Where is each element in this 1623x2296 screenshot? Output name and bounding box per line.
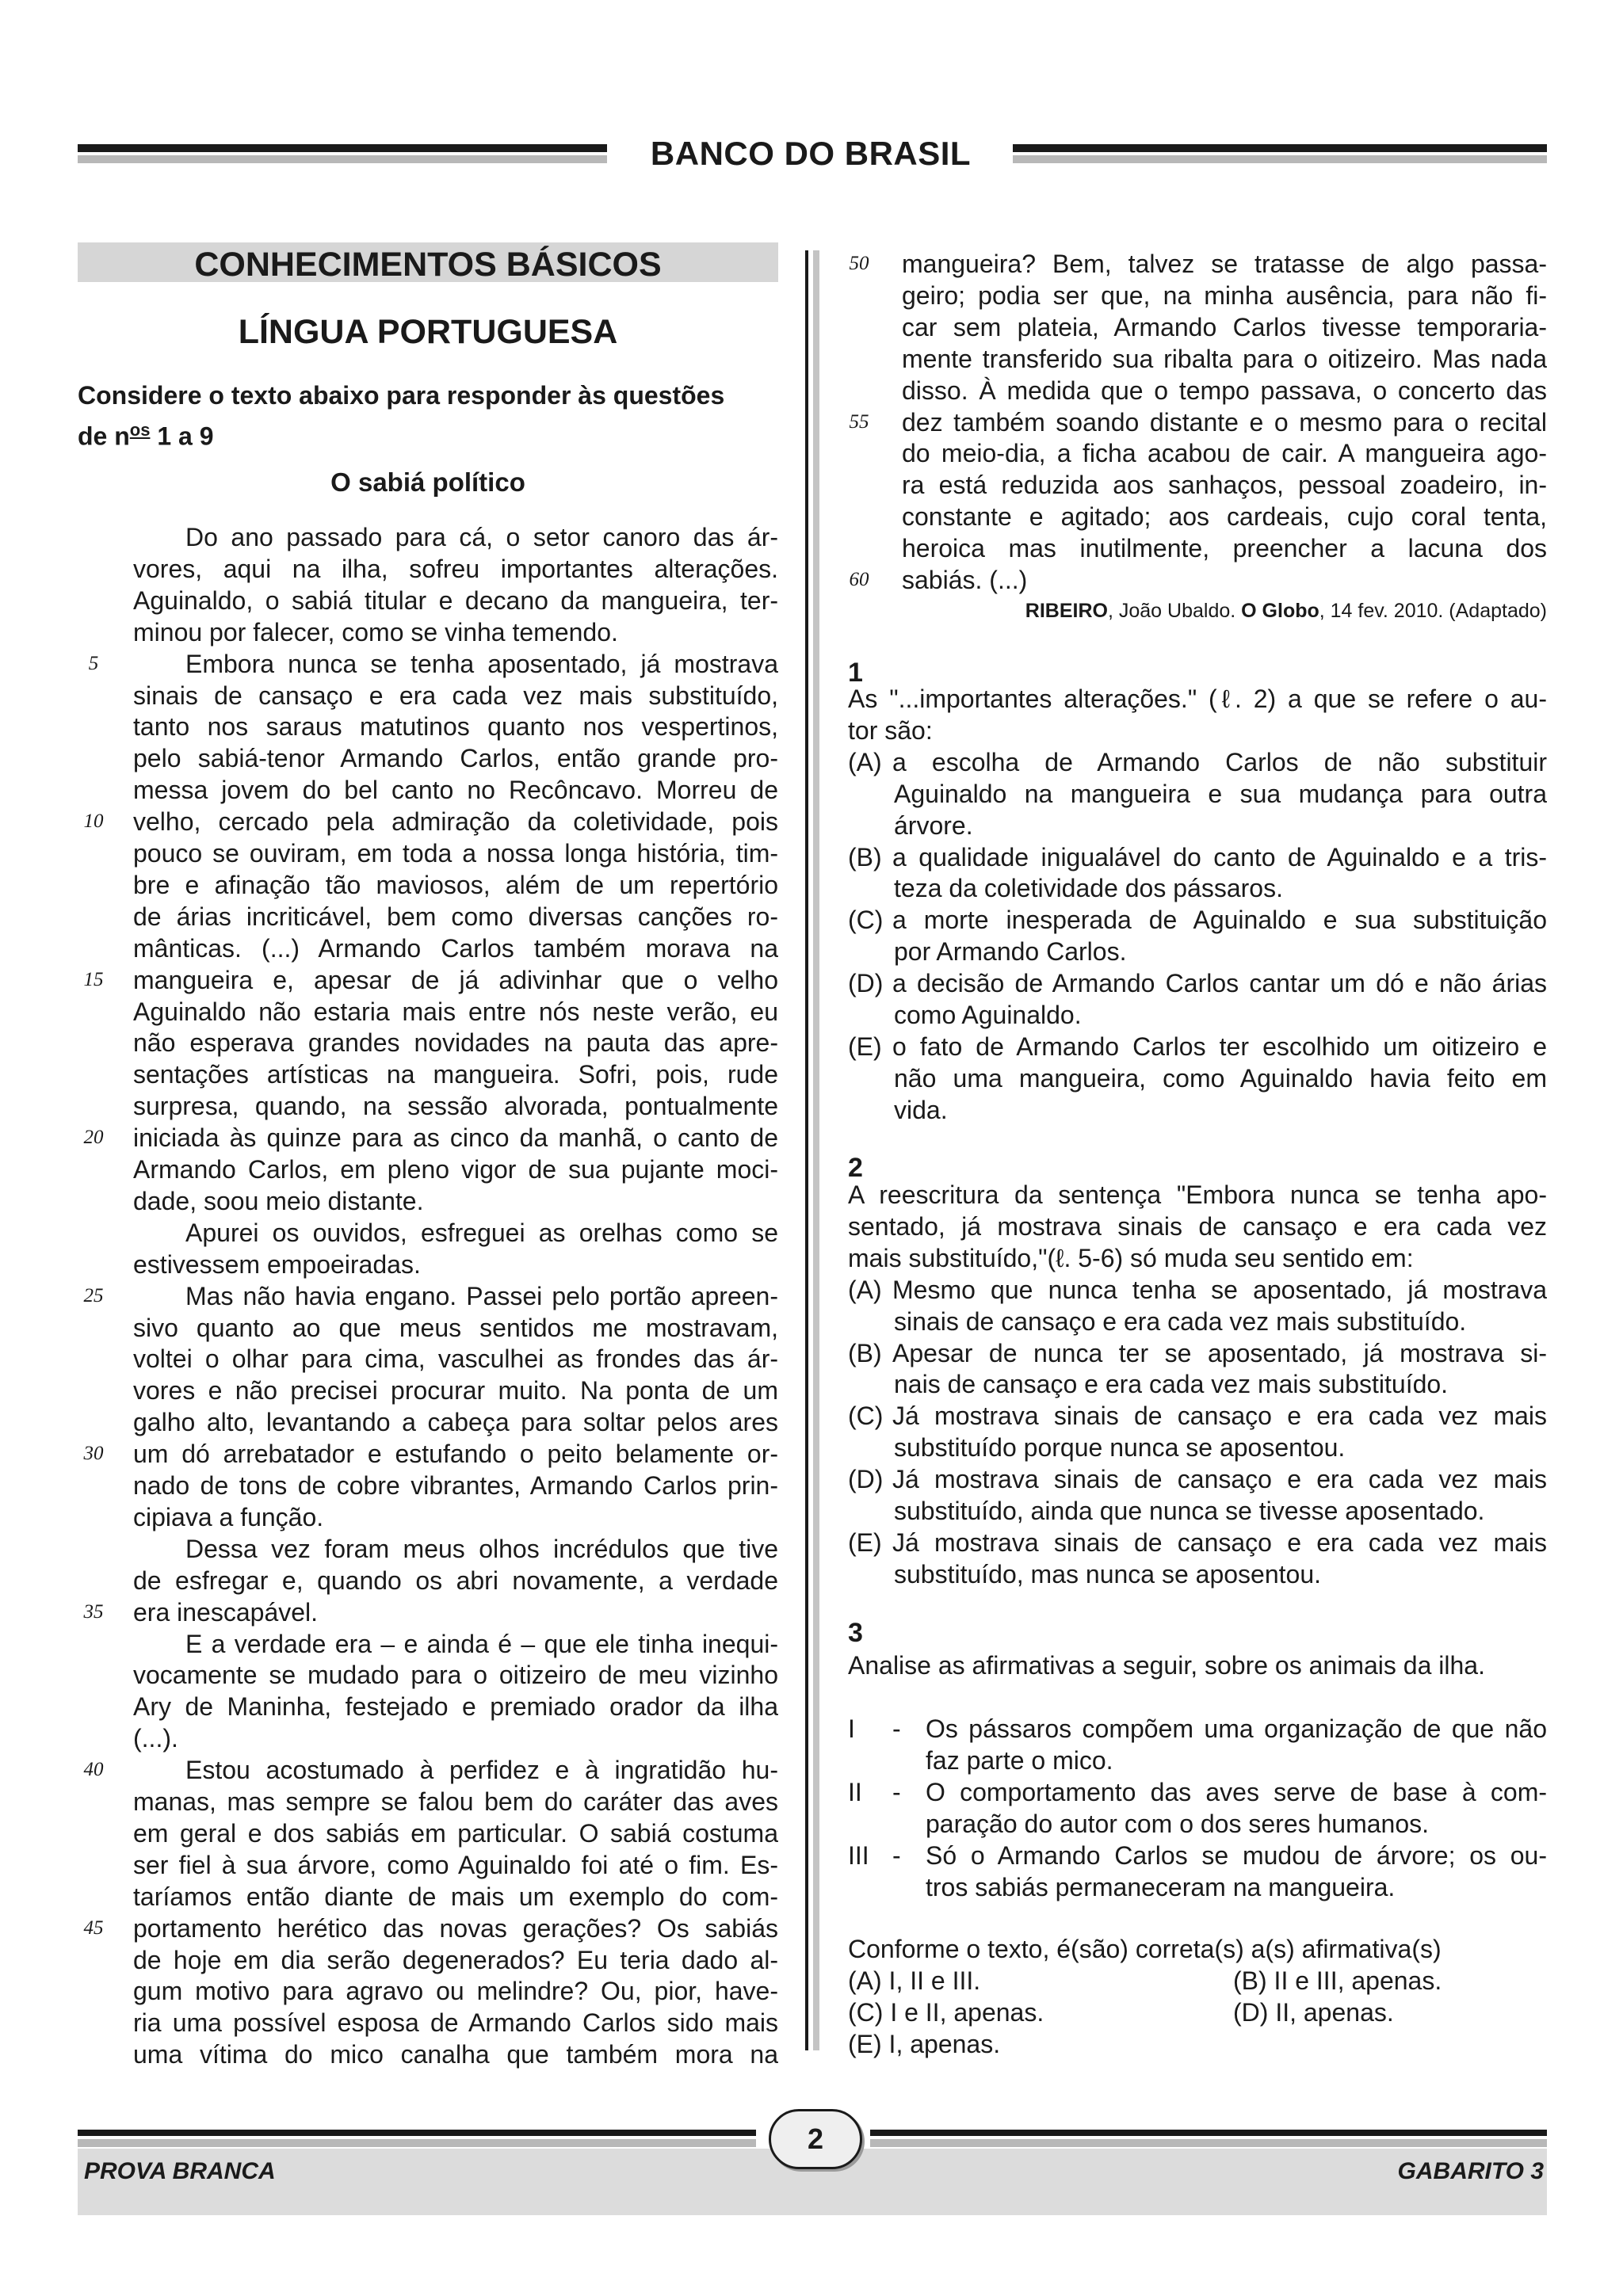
instruction-sup: os xyxy=(129,420,151,440)
text-title: O sabiá político xyxy=(330,467,525,497)
text-line: uma vítima do mico canalha que também mora na xyxy=(133,2040,778,2069)
header-title: BANCO DO BRASIL xyxy=(650,135,972,172)
instruction xyxy=(78,379,778,454)
text-line: sentações artísticas na mangueira. Sofri, pois, rude xyxy=(133,1060,778,1089)
question-2-number: 2 xyxy=(848,1153,863,1183)
text-line: mangueira? Bem, talvez se tratasse de algo passa- xyxy=(902,250,1547,278)
text-line: manas, mas sempre se falou bem do caráter das aves xyxy=(133,1787,778,1816)
instruction-pre: de n xyxy=(78,421,130,451)
column-divider xyxy=(805,250,808,2050)
text-line: Ary de Maninha, festejado e premiado orador da ilha xyxy=(133,1692,778,1722)
source-publication: O Globo xyxy=(1241,600,1319,622)
text-line: geiro; podia ser que, na minha ausência, para não fi- xyxy=(902,280,1547,310)
text-line: vores e não precisei procurar muito. Na ponta de um xyxy=(133,1376,778,1405)
question-1-option-letter: (D) xyxy=(848,969,884,998)
question-3-statement-numeral: III xyxy=(848,1840,869,1870)
text-line: estivessem empoeiradas. xyxy=(133,1249,421,1279)
text-line: em geral e dos sabiás em particular. O sabiá costuma xyxy=(133,1818,778,1848)
text-line: de hoje em dia serão degenerados? Eu teria dado al- xyxy=(133,1945,778,1974)
footer-rule-left xyxy=(78,2130,756,2136)
question-2-option-text: Já mostrava sinais de cansaço e era cada vez mais xyxy=(892,1465,1547,1494)
question-1-option-text: como Aguinaldo. xyxy=(894,1001,1082,1029)
question-1-option-letter: (A) xyxy=(848,747,882,776)
text-line: surpresa, quando, na sessão alvorada, pontualmente xyxy=(133,1092,778,1121)
text-line: ser fiel à sua árvore, como Aguinaldo foi até o fim. Es- xyxy=(133,1850,778,1879)
instruction-post: 1 a 9 xyxy=(150,421,214,451)
text-line: dade, soou meio distante. xyxy=(133,1186,424,1215)
question-3-statement-numeral: I xyxy=(848,1714,855,1743)
question-2-option-text: Mesmo que nunca tenha se aposentado, já mostrava xyxy=(892,1275,1547,1304)
text-line: constante e agitado; aos cardeais, cujo coral tenta, xyxy=(902,502,1547,532)
question-2-option-text: substituído, mas nunca se aposentou. xyxy=(894,1559,1322,1589)
line-number: 50 xyxy=(849,253,869,274)
instruction-line-1: Considere o texto abaixo para responder às questões xyxy=(78,381,725,410)
question-1-option-text: teza da coletividade dos pássaros. xyxy=(894,874,1283,903)
question-2-option-text: Apesar de nunca ter se aposentado, já mostrava si- xyxy=(892,1338,1547,1367)
column-divider-shadow xyxy=(813,250,819,2050)
question-3-statement-text: paração do autor com o dos seres humanos. xyxy=(926,1809,1430,1838)
question-2-option-letter: (D) xyxy=(848,1465,884,1494)
question-1-option-text: a morte inesperada de Aguinaldo e sua substituição xyxy=(892,906,1547,935)
question-2-option-letter: (E) xyxy=(848,1527,882,1557)
text-line: um dó arrebatador e estufando o peito belamente or- xyxy=(133,1440,778,1469)
text-line: dez também soando distante e o mesmo para o recital xyxy=(902,407,1547,437)
question-1-stem-line: tor são: xyxy=(848,715,933,745)
question-3-option: (B) II e III, apenas. xyxy=(1233,1966,1442,1995)
header-rule-right-shadow xyxy=(1013,155,1547,163)
question-3-statement-text: Os pássaros compõem uma organização de que não xyxy=(926,1714,1547,1743)
question-2-option-text: substituído, ainda que nunca se tivesse aposentado. xyxy=(894,1497,1485,1525)
text-line: não esperava grandes novidades na pauta das apre- xyxy=(133,1028,778,1058)
line-number: 60 xyxy=(849,569,869,590)
text-line: messa jovem do bel canto no Recôncavo. Morreu de xyxy=(133,776,778,805)
text-line: gum motivo para agravo ou melindre? Ou, pior, have- xyxy=(133,1977,778,2006)
text-line: sivo quanto ao que meus sentidos me mostravam, xyxy=(133,1313,778,1342)
text-line: car sem plateia, Armando Carlos tivesse temporaria- xyxy=(902,312,1547,341)
line-number: 5 xyxy=(88,652,99,674)
text-line: taríamos então diante de mais um exemplo do com- xyxy=(133,1882,778,1911)
section-title: CONHECIMENTOS BÁSICOS xyxy=(194,246,662,284)
question-3-statement-dash: - xyxy=(892,1777,901,1806)
text-line: Embora nunca se tenha aposentado, já mostrava xyxy=(185,649,778,678)
subject-title: LÍNGUA PORTUGUESA xyxy=(238,313,618,351)
question-3-stem: Analise as afirmativas a seguir, sobre os animais da ilha. xyxy=(848,1651,1485,1680)
header-rule-right xyxy=(1013,144,1547,152)
question-1-number: 1 xyxy=(848,658,863,688)
text-line: mangueira e, apesar de já adivinhar que o velho xyxy=(133,965,778,994)
text-line: mente transferido sua ribalta para o oitizeiro. Mas nada xyxy=(902,344,1547,373)
line-number: 55 xyxy=(849,410,869,433)
question-2-stem-line: sentado, já mostrava sinais de cansaço e era cada vez xyxy=(848,1211,1547,1241)
text-line: nado de tons de cobre vibrantes, Armando Carlos prin- xyxy=(133,1471,778,1500)
question-3-statement-dash: - xyxy=(892,1714,901,1743)
text-line: (...). xyxy=(133,1724,178,1753)
footer-exam-label: PROVA BRANCA xyxy=(84,2158,276,2184)
footer-answer-key: GABARITO 3 xyxy=(1397,2158,1544,2184)
text-line: de árias incriticável, bem como diversas canções ro- xyxy=(133,902,778,931)
text-line: sinais de cansaço e era cada vez mais substituído, xyxy=(133,681,778,710)
footer-rule-right xyxy=(870,2130,1547,2136)
text-line: mânticas. (...) Armando Carlos também morava na xyxy=(133,933,778,963)
question-2-option-text: Já mostrava sinais de cansaço e era cada vez mais xyxy=(892,1527,1547,1557)
source-rest: , João Ubaldo. xyxy=(1107,600,1242,622)
text-line: Armando Carlos, em pleno vigor de sua pujante moci- xyxy=(133,1155,778,1184)
text-line: galho alto, levantando a cabeça para soltar pelos ares xyxy=(133,1408,778,1437)
question-2-option-text: nais de cansaço e era cada vez mais substituído. xyxy=(894,1370,1449,1399)
line-number: 40 xyxy=(83,1759,104,1781)
text-line: pouco se ouviram, em toda a nossa longa história, tim- xyxy=(133,839,778,868)
question-1-option-text: a escolha de Armando Carlos de não substituir xyxy=(892,747,1547,776)
text-line: Do ano passado para cá, o setor canoro das ár- xyxy=(185,523,778,551)
question-3-statement-text: O comportamento das aves serve de base à com- xyxy=(926,1777,1547,1806)
footer-rule-right-shadow xyxy=(870,2139,1547,2147)
text-line: pelo sabiá-tenor Armando Carlos, então grande pro- xyxy=(133,744,778,773)
question-2-option-letter: (C) xyxy=(848,1402,884,1431)
question-3-statement-text: faz parte o mico. xyxy=(926,1745,1113,1775)
text-line: Estou acostumado à perfidez e à ingratidão hu- xyxy=(185,1756,778,1785)
question-3-number: 3 xyxy=(848,1618,863,1648)
text-line: E a verdade era – e ainda é – que ele tinha inequi- xyxy=(185,1629,778,1658)
text-line: Dessa vez foram meus olhos incrédulos que tive xyxy=(185,1534,778,1563)
question-1-option-letter: (E) xyxy=(848,1032,882,1061)
question-2-option-text: substituído porque nunca se aposentou. xyxy=(894,1433,1346,1463)
text-source xyxy=(1025,600,1547,623)
question-2-option-text: sinais de cansaço e era cada vez mais substituído. xyxy=(894,1306,1467,1336)
text-line: sabiás. (...) xyxy=(902,566,1028,594)
question-2-option-letter: (B) xyxy=(848,1338,882,1367)
question-1-option-text: vida. xyxy=(894,1095,948,1124)
header-rule-left xyxy=(78,144,607,152)
text-line: vores, aqui na ilha, sofreu importantes alterações. xyxy=(133,554,778,583)
text-line: voltei o olhar para cima, vasculhei as frondes das ár- xyxy=(133,1344,778,1374)
text-line: bre e afinação tão maviosos, além de um repertório xyxy=(133,870,778,899)
question-2-stem-line: mais substituído,"(ℓ. 5-6) só muda seu sentido em: xyxy=(848,1243,1414,1272)
text-line: portamento herético das novas gerações? Os sabiás xyxy=(133,1913,778,1943)
question-1-option-text: a decisão de Armando Carlos cantar um dó e não árias xyxy=(892,969,1547,998)
question-1-option-text: não uma mangueira, como Aguinaldo havia feito em xyxy=(894,1063,1547,1093)
question-2-option-text: Já mostrava sinais de cansaço e era cada vez mais xyxy=(892,1402,1547,1431)
line-number: 25 xyxy=(83,1284,104,1306)
question-3-statement-dash: - xyxy=(892,1840,901,1870)
question-1-option-text: por Armando Carlos. xyxy=(894,937,1127,967)
question-3-prompt: Conforme o texto, é(são) correta(s) a(s) afirmativa(s) xyxy=(848,1935,1442,1963)
question-3-statement-text: tros sabiás permaneceram na mangueira. xyxy=(926,1872,1396,1901)
question-1-stem-line: As "...importantes alterações." (ℓ. 2) a que se refere o au- xyxy=(848,685,1547,713)
text-line: Apurei os ouvidos, esfreguei as orelhas como se xyxy=(185,1218,778,1247)
text-line: heroica mas inutilmente, preencher a lacuna dos xyxy=(902,534,1547,563)
text-line: Mas não havia engano. Passei pelo portão apreen- xyxy=(185,1281,778,1310)
question-1-option-letter: (B) xyxy=(848,842,882,871)
instruction-line-2 xyxy=(78,413,778,454)
question-1-option-text: Aguinaldo na mangueira e sua mudança para outra xyxy=(894,779,1547,808)
line-number: 35 xyxy=(83,1600,104,1623)
text-line: ria uma possível esposa de Armando Carlos sido mais xyxy=(133,2008,778,2038)
question-3-option: (E) I, apenas. xyxy=(848,2029,1001,2058)
text-line: velho, cercado pela admiração da coletividade, pois xyxy=(133,807,778,837)
line-number: 20 xyxy=(83,1127,104,1149)
page-number: 2 xyxy=(769,2109,862,2169)
question-2-stem-line: A reescritura da sentença "Embora nunca se tenha apo- xyxy=(848,1180,1547,1209)
header-rule-left-shadow xyxy=(78,155,607,163)
text-line: era inescapável. xyxy=(133,1597,319,1627)
text-line: de esfregar e, quando os abri novamente, a verdade xyxy=(133,1566,778,1595)
text-line: ra está reduzida aos sanhaços, pessoal zoadeiro, in- xyxy=(902,471,1547,500)
text-line: Aguinaldo não estaria mais entre nós neste verão, eu xyxy=(133,997,778,1026)
question-3-statement-text: Só o Armando Carlos se mudou de árvore; os ou- xyxy=(926,1840,1547,1870)
line-number: 45 xyxy=(83,1917,104,1939)
text-line: disso. À medida que o tempo passava, o concerto das xyxy=(902,376,1547,405)
text-line: vocamente se mudado para o oitizeiro de meu vizinho xyxy=(133,1661,778,1690)
source-date: , 14 fev. 2010. (Adaptado) xyxy=(1319,600,1547,622)
line-number: 30 xyxy=(83,1443,104,1465)
question-3-option: (A) I, II e III. xyxy=(848,1966,981,1995)
question-3-option: (D) II, apenas. xyxy=(1233,1997,1394,2027)
text-line: iniciada às quinze para as cinco da manhã, o canto de xyxy=(133,1123,778,1153)
line-number: 10 xyxy=(83,810,104,833)
question-1-option-letter: (C) xyxy=(848,906,884,935)
question-1-option-text: a qualidade inigualável do canto de Aguinaldo e a tris- xyxy=(892,842,1547,871)
footer-rule-left-shadow xyxy=(78,2139,756,2147)
text-line: do meio-dia, a ficha acabou de cair. A mangueira ago- xyxy=(902,439,1547,468)
text-line: Aguinaldo, o sabiá titular e decano da mangueira, ter- xyxy=(133,585,778,615)
question-1-option-text: árvore. xyxy=(894,810,973,840)
question-2-option-letter: (A) xyxy=(848,1275,882,1304)
source-author: RIBEIRO xyxy=(1025,600,1108,622)
question-3-option: (C) I e II, apenas. xyxy=(848,1997,1044,2027)
question-3-statement-numeral: II xyxy=(848,1777,862,1806)
text-line: tanto nos saraus matutinos quanto nos vespertinos, xyxy=(133,712,778,742)
text-line: minou por falecer, como se vinha temendo. xyxy=(133,617,618,646)
text-line: cipiava a função. xyxy=(133,1502,324,1531)
question-1-option-text: o fato de Armando Carlos ter escolhido um oitizeiro e xyxy=(892,1032,1547,1061)
line-number: 15 xyxy=(83,968,104,990)
